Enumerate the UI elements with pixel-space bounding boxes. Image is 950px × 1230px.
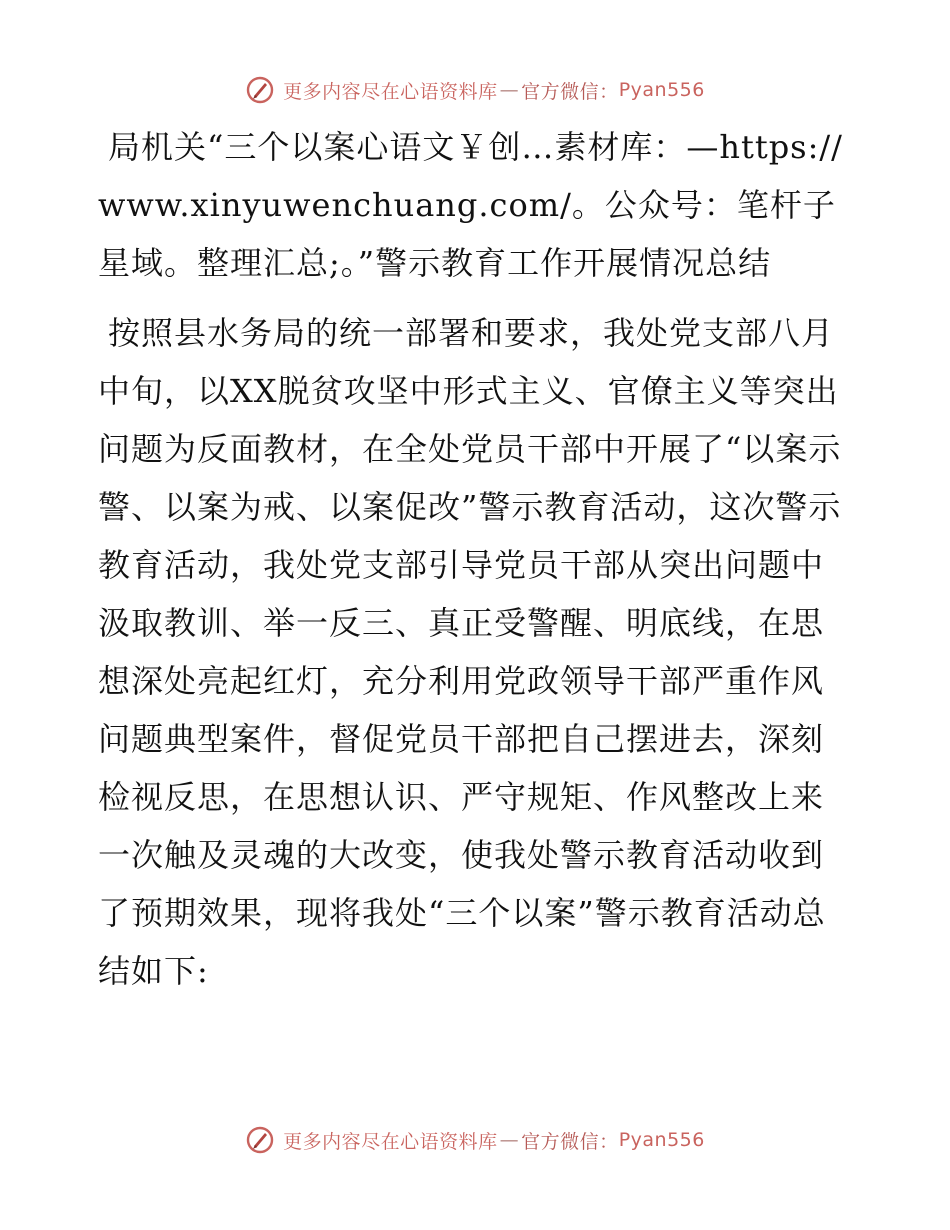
document-title: 局机关“三个以案心语文￥创…素材库：—https://www.xinyuwenchuang.com/。公众号：笔杆子星域。整理汇总;。”警示教育工作开展情况总结	[98, 128, 843, 282]
banner-text: 更多内容尽在心语资料库	[283, 1130, 498, 1153]
quill-pen-circle-icon	[245, 1125, 275, 1155]
banner-separator: —	[499, 79, 520, 101]
banner-wechat-label: 官方微信：	[521, 80, 619, 103]
footer-watermark-banner	[0, 1120, 950, 1160]
banner-separator: —	[499, 1129, 520, 1151]
banner-account: Pyan556	[618, 1129, 705, 1151]
banner-account: Pyan556	[618, 79, 705, 101]
banner-text: 更多内容尽在心语资料库	[283, 80, 498, 103]
quill-pen-circle-icon	[245, 75, 275, 105]
document-body-paragraph: 按照县水务局的统一部署和要求，我处党支部八月中旬，以XX脱贫攻坚中形式主义、官僚主义等突出问题为反面教材，在全处党员干部中开展了“以案示警、以案为戒、以案促改”警示教育活动，这次警示教育活动，我处党支部引导党员干部从突出问题中汲取教训、举一反三、真正受警醒、明底线，在思想深处亮起红灯，充分利用党政领导干部严重作风问题典型案件，督促党员干部把自己摆进去，深刻检视反思，在思想认识、严守规矩、作风整改上来一次触及灵魂的大改变，使我处警示教育活动收到了预期效果，现将我处“三个以案”警示教育活动总结如下:	[98, 314, 842, 990]
document-content	[98, 118, 848, 1000]
banner-wechat-label: 官方微信：	[521, 1130, 619, 1153]
header-watermark-banner	[0, 70, 950, 110]
